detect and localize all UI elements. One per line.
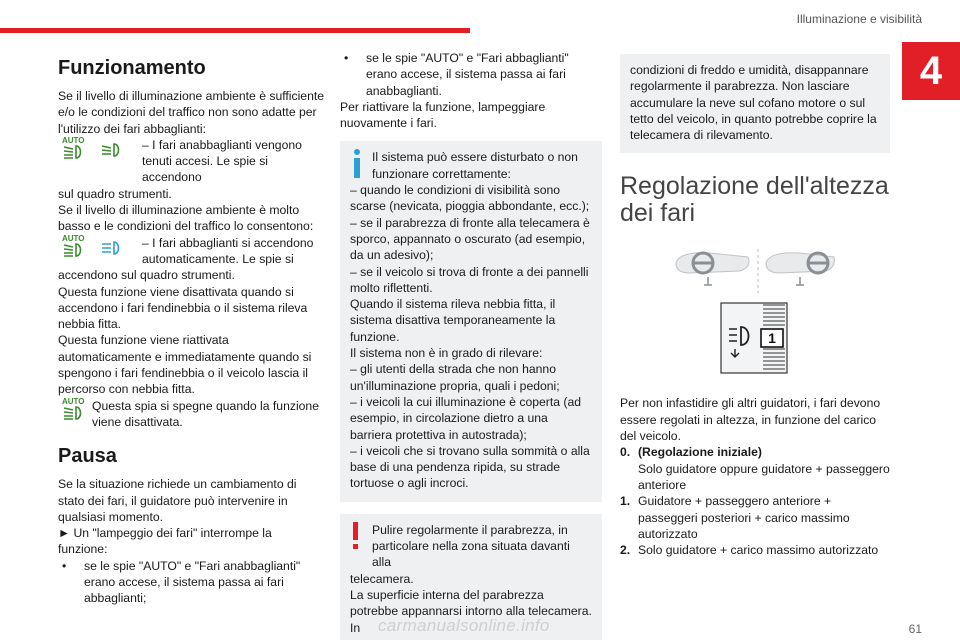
info-line: – se il parabrezza di fronte alla telecamera è sporco, appannato o oscurato (ad esempio, da un adesivo); bbox=[350, 215, 590, 263]
warning-lead-text: Pulire regolarmente il parabrezza, in particolare nella zona situata davanti alla bbox=[372, 522, 570, 570]
paragraph: Questa funzione viene disattivata quando si accendono i fari fendinebbia o il sistema rileva nebbia fitta. bbox=[58, 284, 308, 332]
info-line: – i veicoli che si trovano sulla sommità o alla base di una pendenza ripida, su strade tortuose o agli incroci. bbox=[350, 443, 590, 491]
info-line: – gli utenti della strada che non hanno un'illuminazione propria, quali i pedoni; bbox=[350, 362, 560, 393]
header-red-bar bbox=[0, 28, 470, 33]
info-line: Il sistema non è in grado di rilevare: bbox=[350, 346, 543, 361]
column-3 bbox=[620, 50, 890, 558]
list-item: 0. (Regolazione iniziale) Solo guidatore oppure guidatore + passeggero anteriore bbox=[620, 445, 890, 492]
headlamp-height-illustration bbox=[670, 247, 840, 295]
icon-row-low-beam bbox=[58, 137, 324, 186]
paragraph: Questa spia si spegne quando la funzione viene disattivata. bbox=[92, 398, 319, 429]
section-title-pausa: Pausa bbox=[58, 445, 117, 468]
warning-line: telecamera. bbox=[350, 571, 414, 586]
high-beam-icon bbox=[100, 235, 126, 257]
column-2 bbox=[340, 50, 602, 640]
warning-line: La superficie interna del parabrezza potrebbe appannarsi intorno alla telecamera. In bbox=[350, 587, 592, 635]
paragraph: accendono sul quadro strumenti. bbox=[58, 268, 235, 283]
info-line: – se il veicolo si trova di fronte a dei pannelli molto riflettenti. bbox=[350, 264, 589, 295]
paragraph: – I fari abbaglianti si accendono automaticamente. Le spie si bbox=[142, 235, 314, 266]
watermark: carmanualsonline.info bbox=[378, 616, 550, 635]
paragraph: ► Un "lampeggio dei fari" interrompe la funzione: bbox=[58, 526, 272, 557]
list-item: • se le spie "AUTO" e "Fari abbaglianti" erano accese, il sistema passa ai fari anabbaglianti. bbox=[344, 51, 569, 98]
paragraph: Questa funzione viene riattivata automaticamente e immediatamente quando si spengono i fari fendinebbia o il veicolo lascia il percorso con nebbia fitta. bbox=[58, 333, 312, 397]
paragraph: – I fari anabbaglianti vengono tenuti accesi. Le spie si accendono bbox=[142, 137, 302, 185]
info-line: – i veicoli la cui illuminazione è coperta (ad esempio, in circolazione dietro a una barriera protettiva in autostrada); bbox=[350, 394, 582, 442]
paragraph: Se il livello di illuminazione ambiente è sufficiente e/o le condizioni del traffico non sono adatte per l'utilizzo dei fari abbaglianti: bbox=[58, 89, 325, 136]
load-positions-list bbox=[620, 444, 890, 558]
info-line: – quando le condizioni di visibilità sono scarse (nevicata, pioggia abbondante, ecc.); bbox=[350, 183, 590, 214]
paragraph: Se la situazione richiede un cambiamento di stato dei fari, il guidatore può intervenire in qualsiasi momento. bbox=[58, 477, 297, 524]
info-lead-text: Il sistema può essere disturbato o non funzionare correttamente: bbox=[372, 150, 578, 181]
paragraph: sul quadro strumenti. bbox=[58, 186, 172, 201]
warning-icon bbox=[350, 522, 372, 552]
section-title-funzionamento: Funzionamento bbox=[58, 57, 206, 79]
auto-headlamp-icon: AUTO bbox=[62, 235, 88, 257]
dial-position-label: 1 bbox=[768, 330, 776, 347]
paragraph: Per non infastidire gli altri guidatori, i fari devono essere regolati in altezza, in funzione del carico del veicolo. bbox=[620, 396, 881, 444]
list-item: • se le spie "AUTO" e "Fari anabbaglianti" erano accese, il sistema passa ai fari abbaglianti; bbox=[62, 558, 301, 606]
paragraph: Per riattivare la funzione, lampeggiare nuovamente i fari. bbox=[340, 99, 546, 131]
info-line: Quando il sistema rileva nebbia fitta, il sistema disattiva temporaneamente la funzione. bbox=[350, 297, 556, 344]
warning-line: condizioni di freddo e umidità, disappannare regolarmente il parabrezza. Non lasciare accumulare la neve sul cofano motore o sul tetto del veicolo, in quanto potrebbe coprire la telecamera di rilevamento. bbox=[630, 63, 877, 143]
page-number: 61 bbox=[908, 622, 922, 636]
headlamp-adjustment-dial bbox=[715, 301, 795, 377]
auto-headlamp-icon: AUTO bbox=[62, 398, 88, 420]
icon-row-high-beam bbox=[58, 235, 324, 268]
chapter-number-badge: 4 bbox=[902, 42, 960, 100]
list-item: 1. Guidatore + passeggero anteriore + passeggeri posteriori + carico massimo autorizzato bbox=[620, 494, 850, 541]
column-1 bbox=[58, 50, 324, 607]
list-item: 2. Solo guidatore + carico massimo autorizzato bbox=[620, 543, 879, 558]
icon-row-auto-off bbox=[58, 398, 324, 431]
warning-box-continued bbox=[620, 54, 890, 153]
section-title-regolazione: Regolazione dell'altezza dei fari bbox=[620, 172, 889, 228]
low-beam-icon bbox=[100, 137, 126, 159]
running-header: Illuminazione e visibilità bbox=[796, 12, 922, 26]
info-box bbox=[340, 141, 602, 501]
paragraph: Se il livello di illuminazione ambiente è molto basso e le condizioni del traffico lo consentono: bbox=[58, 203, 314, 234]
info-icon bbox=[350, 149, 372, 179]
auto-headlamp-icon: AUTO bbox=[62, 137, 88, 159]
